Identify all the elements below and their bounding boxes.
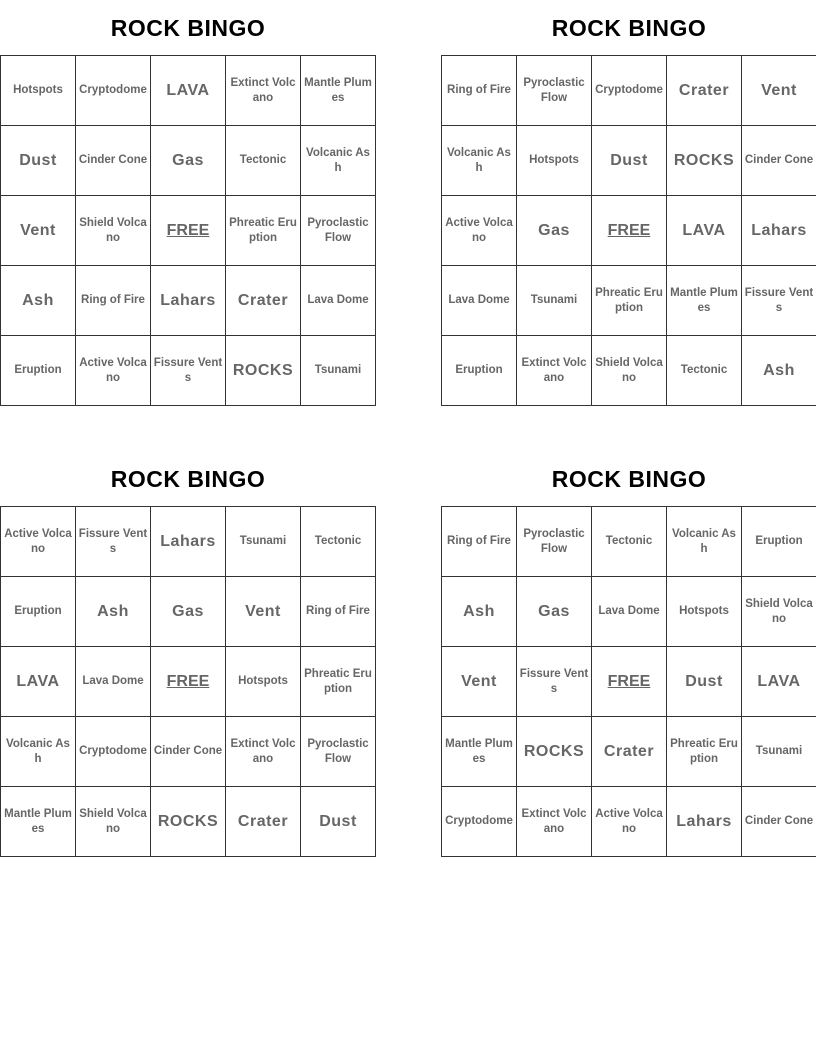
bingo-cell: Lava Dome — [592, 577, 667, 647]
bingo-cell: Vent — [226, 577, 301, 647]
bingo-cell: ROCKS — [151, 787, 226, 857]
bingo-cell: Mantle Plumes — [667, 266, 742, 336]
bingo-cell: Eruption — [442, 336, 517, 406]
bingo-cell: Fissure Vents — [517, 647, 592, 717]
bingo-card-3 — [0, 451, 376, 857]
bingo-cell: Hotspots — [226, 647, 301, 717]
bingo-cell: Shield Volcano — [76, 196, 151, 266]
bingo-cell: Dust — [1, 126, 76, 196]
free-space-cell: FREE — [151, 647, 226, 717]
bingo-cell: Shield Volcano — [742, 577, 816, 647]
bingo-cell: Fissure Vents — [151, 336, 226, 406]
bingo-cell: Ring of Fire — [442, 56, 517, 126]
bingo-cell: Ash — [1, 266, 76, 336]
bingo-cell: LAVA — [742, 647, 816, 717]
card-title: ROCK BINGO — [551, 15, 707, 41]
bingo-cell: Extinct Volcano — [517, 336, 592, 406]
bingo-cell: Mantle Plumes — [301, 56, 376, 126]
bingo-cell: Vent — [1, 196, 76, 266]
bingo-cell: Cryptodome — [76, 717, 151, 787]
bingo-cell: Tsunami — [742, 717, 816, 787]
bingo-cell: Tsunami — [301, 336, 376, 406]
bingo-cell: Crater — [226, 266, 301, 336]
free-space-cell: FREE — [151, 196, 226, 266]
bingo-cell: Ash — [742, 336, 816, 406]
bingo-cell: Ring of Fire — [301, 577, 376, 647]
bingo-cell: Ring of Fire — [76, 266, 151, 336]
bingo-cell: Mantle Plumes — [1, 787, 76, 857]
card-title: ROCK BINGO — [110, 15, 266, 41]
bingo-cell: Ash — [442, 577, 517, 647]
bingo-cell: Lava Dome — [442, 266, 517, 336]
bingo-cell: Lahars — [151, 507, 226, 577]
bingo-cell: Dust — [301, 787, 376, 857]
bingo-cell: Fissure Vents — [742, 266, 816, 336]
free-space-cell: FREE — [592, 196, 667, 266]
bingo-cell: Shield Volcano — [592, 336, 667, 406]
bingo-cell: Cinder Cone — [151, 717, 226, 787]
bingo-cell: Vent — [442, 647, 517, 717]
bingo-cell: Phreatic Eruption — [226, 196, 301, 266]
bingo-cell: Volcanic Ash — [667, 507, 742, 577]
bingo-cell: Crater — [667, 56, 742, 126]
bingo-cell: ROCKS — [517, 717, 592, 787]
bingo-cell: Volcanic Ash — [442, 126, 517, 196]
bingo-cell: Pyroclastic Flow — [517, 507, 592, 577]
bingo-cell: Mantle Plumes — [442, 717, 517, 787]
bingo-card-2 — [441, 0, 816, 406]
bingo-cell: Cryptodome — [442, 787, 517, 857]
bingo-cell: Hotspots — [667, 577, 742, 647]
bingo-cell: Ash — [76, 577, 151, 647]
bingo-cell: Dust — [667, 647, 742, 717]
bingo-cell: ROCKS — [667, 126, 742, 196]
bingo-grid — [0, 506, 376, 857]
bingo-cell: Active Volcano — [442, 196, 517, 266]
bingo-cell: Extinct Volcano — [517, 787, 592, 857]
bingo-cell: Dust — [592, 126, 667, 196]
bingo-cell: Eruption — [1, 336, 76, 406]
bingo-card-1 — [0, 0, 376, 406]
bingo-cell: Tsunami — [517, 266, 592, 336]
bingo-cell: Volcanic Ash — [1, 717, 76, 787]
bingo-grid — [0, 55, 376, 406]
bingo-cell: Tectonic — [667, 336, 742, 406]
card-title: ROCK BINGO — [551, 466, 707, 492]
bingo-cell: Lahars — [151, 266, 226, 336]
bingo-cell: Active Volcano — [76, 336, 151, 406]
bingo-cell: Cinder Cone — [742, 126, 816, 196]
bingo-cell: Tectonic — [226, 126, 301, 196]
bingo-cell: Crater — [226, 787, 301, 857]
bingo-cell: Eruption — [742, 507, 816, 577]
bingo-cell: Cryptodome — [592, 56, 667, 126]
bingo-cell: Vent — [742, 56, 816, 126]
bingo-cell: Cryptodome — [76, 56, 151, 126]
bingo-cell: Phreatic Eruption — [592, 266, 667, 336]
bingo-cell: Pyroclastic Flow — [301, 717, 376, 787]
card-title: ROCK BINGO — [110, 466, 266, 492]
bingo-cell: Hotspots — [517, 126, 592, 196]
bingo-cell: Eruption — [1, 577, 76, 647]
bingo-cell: ROCKS — [226, 336, 301, 406]
bingo-cell: Gas — [151, 577, 226, 647]
bingo-cell: LAVA — [1, 647, 76, 717]
bingo-cell: Lava Dome — [76, 647, 151, 717]
bingo-grid — [441, 55, 816, 406]
bingo-cell: Phreatic Eruption — [667, 717, 742, 787]
bingo-cell: LAVA — [667, 196, 742, 266]
bingo-cell: Lahars — [742, 196, 816, 266]
bingo-cell: Crater — [592, 717, 667, 787]
bingo-cell: Active Volcano — [1, 507, 76, 577]
bingo-cell: Cinder Cone — [76, 126, 151, 196]
bingo-cell: Tsunami — [226, 507, 301, 577]
bingo-cell: Pyroclastic Flow — [517, 56, 592, 126]
bingo-cell: Gas — [151, 126, 226, 196]
bingo-cell: Phreatic Eruption — [301, 647, 376, 717]
bingo-cell: Extinct Volcano — [226, 56, 301, 126]
bingo-cell: Lahars — [667, 787, 742, 857]
bingo-cell: Cinder Cone — [742, 787, 816, 857]
bingo-cell: Tectonic — [592, 507, 667, 577]
bingo-cell: Pyroclastic Flow — [301, 196, 376, 266]
bingo-cell: Ring of Fire — [442, 507, 517, 577]
bingo-cell: Fissure Vents — [76, 507, 151, 577]
bingo-cell: Volcanic Ash — [301, 126, 376, 196]
bingo-cell: Shield Volcano — [76, 787, 151, 857]
bingo-cell: Hotspots — [1, 56, 76, 126]
free-space-cell: FREE — [592, 647, 667, 717]
bingo-cell: Gas — [517, 196, 592, 266]
bingo-cell: Lava Dome — [301, 266, 376, 336]
bingo-cell: Active Volcano — [592, 787, 667, 857]
bingo-cell: LAVA — [151, 56, 226, 126]
bingo-cell: Tectonic — [301, 507, 376, 577]
bingo-cell: Extinct Volcano — [226, 717, 301, 787]
bingo-cell: Gas — [517, 577, 592, 647]
bingo-card-4 — [441, 451, 816, 857]
bingo-grid — [441, 506, 816, 857]
